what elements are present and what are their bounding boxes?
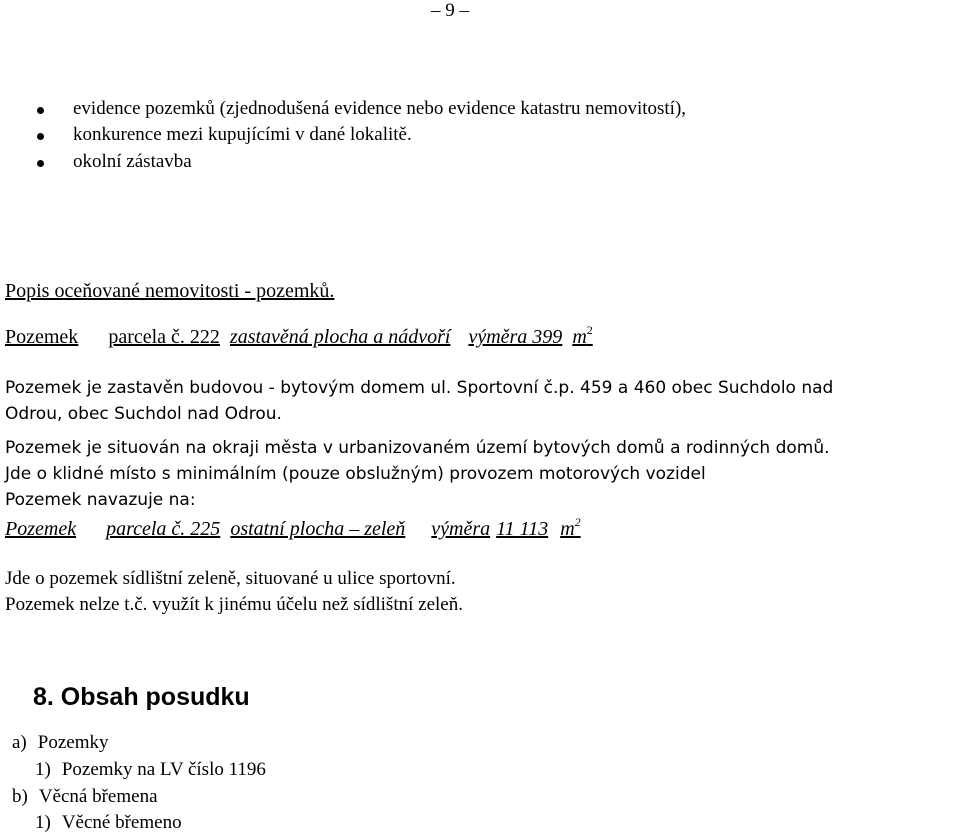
bullet-item: okolní zástavba xyxy=(73,151,192,172)
page-number: – 9 – xyxy=(431,0,469,21)
parcel-note: Pozemek nelze t.č. využít k jinému účelu než sídlištní zeleň. xyxy=(5,594,463,615)
parcel-use: zastavěná plocha a nádvoří xyxy=(229,326,451,348)
description-line: Odrou, obec Suchdol nad Odrou. xyxy=(5,404,282,424)
parcel-unit: m xyxy=(572,326,587,348)
contents-marker: b) xyxy=(12,786,28,807)
parcel-line-222 xyxy=(5,323,593,349)
parcel-label: Pozemek xyxy=(5,326,79,348)
parcel-unit-exponent: 2 xyxy=(586,323,593,337)
parcel-note: Jde o pozemek sídlištní zeleně, situované u ulice sportovní. xyxy=(5,568,456,589)
contents-item xyxy=(12,732,108,754)
parcel-number: parcela č. 222 xyxy=(108,326,220,348)
bullet-icon xyxy=(37,133,44,140)
contents-text: Pozemky xyxy=(37,732,109,753)
contents-marker: a) xyxy=(12,732,27,753)
parcel-area-value: 11 113 xyxy=(496,518,549,540)
bullet-icon xyxy=(37,107,44,114)
contents-marker: 1) xyxy=(35,812,51,833)
bullet-item: evidence pozemků (zjednodušená evidence nebo evidence katastru nemovitostí), xyxy=(73,98,687,119)
parcel-number: parcela č. 225 xyxy=(106,518,221,540)
parcel-unit-exponent: 2 xyxy=(574,515,581,529)
bullet-item: konkurence mezi kupujícími v dané lokalitě. xyxy=(73,124,412,145)
contents-text: Věcné břemeno xyxy=(61,812,182,833)
parcel-line-225 xyxy=(5,515,581,541)
contents-text: Věcná břemena xyxy=(38,786,158,807)
contents-text: Pozemky na LV číslo 1196 xyxy=(61,759,266,780)
contents-item xyxy=(35,812,182,834)
parcel-label: Pozemek xyxy=(5,518,77,540)
contents-item xyxy=(35,759,266,781)
description-line: Pozemek navazuje na: xyxy=(5,490,196,510)
contents-marker: 1) xyxy=(35,759,51,780)
parcel-use: ostatní plocha – zeleň xyxy=(230,518,406,540)
section-title: Popis oceňované nemovitosti - pozemků. xyxy=(5,280,335,302)
parcel-unit: m xyxy=(560,518,575,540)
description-line: Pozemek je zastavěn budovou - bytovým domem ul. Sportovní č.p. 459 a 460 obec Suchdolo nad xyxy=(5,378,834,398)
contents-item xyxy=(12,786,158,808)
bullet-icon xyxy=(37,160,44,167)
description-line: Jde o klidné místo s minimálním (pouze obslužným) provozem motorových vozidel xyxy=(5,464,706,484)
description-line: Pozemek je situován na okraji města v urbanizovaném území bytových domů a rodinných domů. xyxy=(5,438,830,458)
section-heading: 8. Obsah posudku xyxy=(33,683,250,711)
parcel-area-label: výměra xyxy=(431,518,491,540)
parcel-area-label: výměra 399 xyxy=(468,326,563,348)
